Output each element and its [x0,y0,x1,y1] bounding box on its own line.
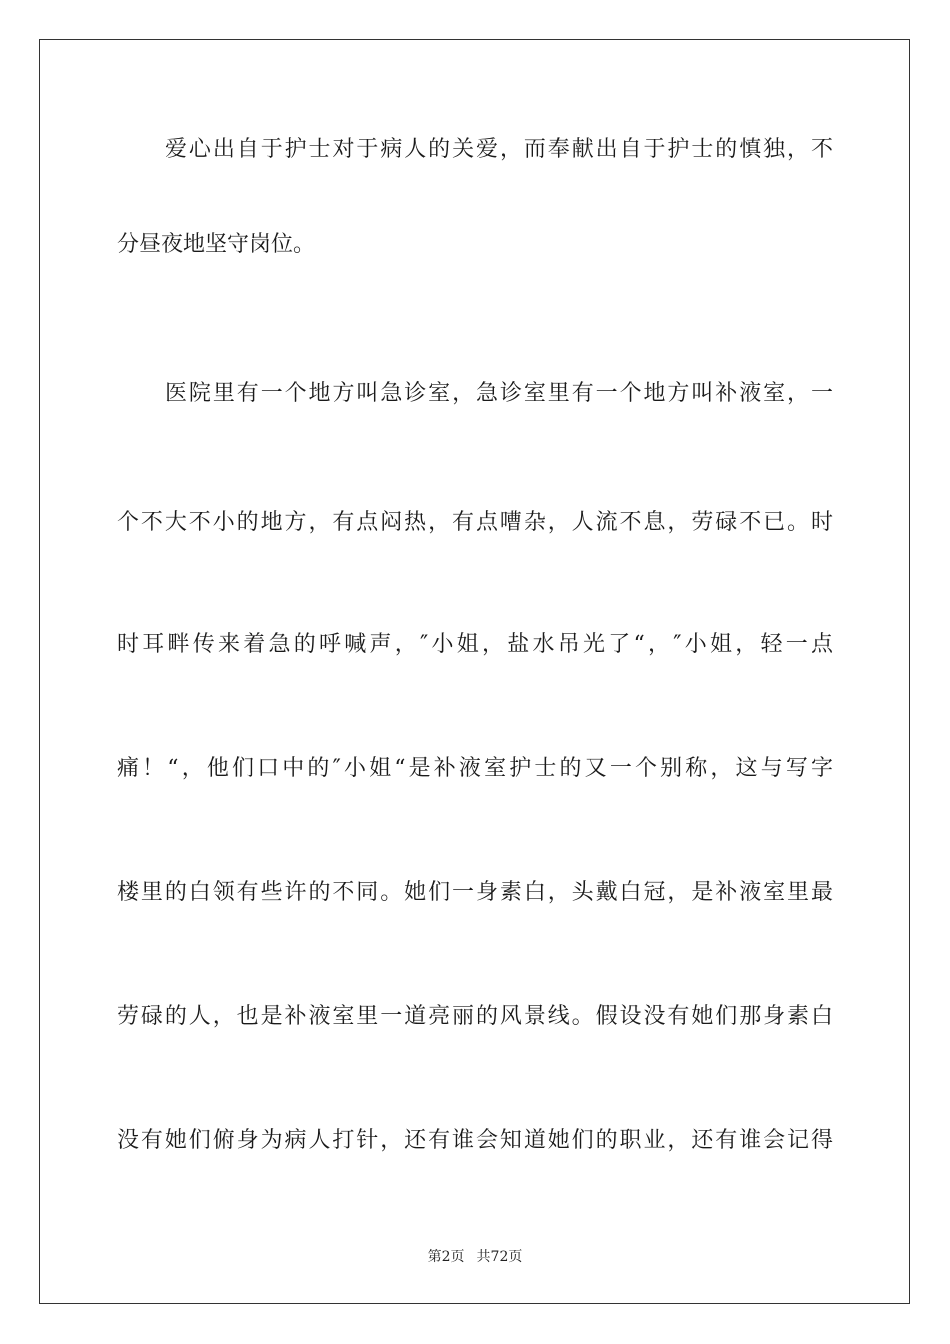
page-footer [0,1247,950,1267]
paragraph-2-line-7: 没有她们俯身为病人打针，还有谁会知道她们的职业，还有谁会记得 [117,1128,833,1153]
paragraph-2-line-3: 时耳畔传来着急的呼喊声，″小姐，盐水吊光了“，″小姐，轻一点 [117,632,833,657]
paragraph-2-line-1: 医院里有一个地方叫急诊室，急诊室里有一个地方叫补液室，一 [165,381,833,406]
paragraph-2-line-4: 痛！“，他们口中的″小姐“是补液室护士的又一个别称，这与写字 [117,756,833,781]
paragraph-2-line-6: 劳碌的人，也是补液室里一道亮丽的风景线。假设没有她们那身素白 [117,1004,833,1029]
paragraph-2-line-2: 个不大不小的地方，有点闷热，有点嘈杂，人流不息，劳碌不已。时 [117,510,833,535]
paragraph-2-line-5: 楼里的白领有些许的不同。她们一身素白，头戴白冠，是补液室里最 [117,880,833,905]
paragraph-1-line-2: 分昼夜地坚守岗位。 [117,232,316,257]
paragraph-1-line-1: 爱心出自于护士对于病人的关爱，而奉献出自于护士的慎独，不 [165,137,833,162]
page-number: 第2页 [427,1249,465,1265]
total-pages: 共72页 [476,1249,523,1265]
